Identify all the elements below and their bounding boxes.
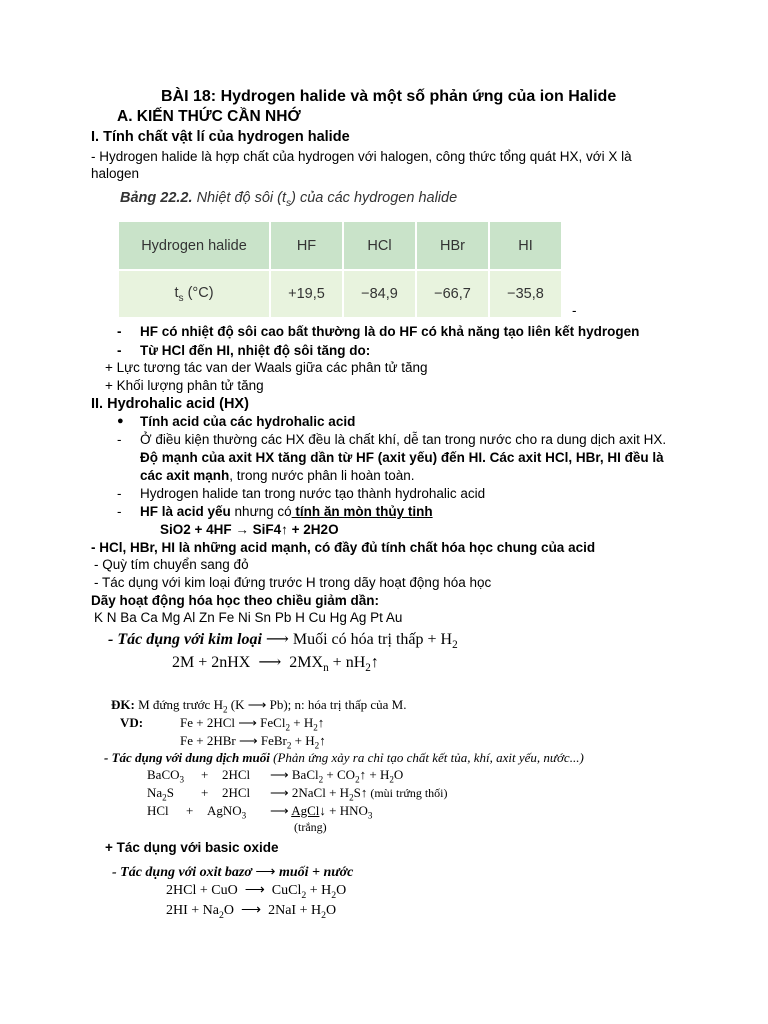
up-arrow-icon: ↑ [319, 733, 326, 748]
condition-rest: Pb); n: hóa trị thấp của M. [266, 697, 407, 712]
plus-sign: + [201, 767, 209, 782]
intro-line-1: - Hydrogen halide là hợp chất của hydrogen với halogen, công thức tổng quát HX, với X là [91, 149, 632, 164]
oxide-eq-2 [166, 902, 336, 921]
arrow-icon: ⟶ [270, 803, 289, 818]
table-caption-text: Nhiệt độ sôi (t [196, 190, 287, 206]
salt-eq-3-rest [270, 803, 372, 821]
salt-eq3-note: (trắng) [294, 820, 327, 834]
salt-eq1-c-sub: 2 [318, 774, 324, 785]
metal-eq-tail-sub: 2 [365, 662, 371, 675]
salt-eq2-a2: S [166, 785, 174, 800]
basic-oxide-heading: + Tác dụng với basic oxide [105, 840, 279, 855]
oxide-reaction-heading [112, 864, 353, 881]
salt-eq2-a-sub: 2 [162, 792, 167, 803]
salt-eq-1-rest [270, 767, 403, 785]
hf-weak-bold: HF là acid yếu [140, 504, 231, 519]
condition-label: ĐK: [111, 697, 135, 712]
salt-eq1-c: BaCl [291, 767, 319, 782]
table-cell: +19,5 [270, 270, 343, 318]
acid-para-line-3 [140, 468, 415, 483]
ex2-tail: + H [291, 733, 315, 748]
acid-para-strong: các axit mạnh [140, 468, 230, 483]
table-cell: −35,8 [489, 270, 562, 318]
salt-eq1-e-sub: 2 [389, 774, 394, 785]
bullet-marker: - [117, 486, 122, 501]
salt-eq1-d: + CO [323, 767, 356, 782]
arrow-icon: ⟶ [258, 654, 282, 671]
salt-eq2-a: Na [147, 785, 163, 800]
oxide-eq1-left: 2HCl + CuO [166, 883, 238, 898]
ex1-left: Fe + 2HCl [180, 715, 236, 730]
condition-text: M đứng trước H [134, 697, 223, 712]
examples-label: VD: [120, 715, 144, 730]
oxide-eq-1 [166, 882, 346, 901]
table-header-cell: HBr [416, 221, 489, 270]
salt-eq3-d: + HNO [325, 803, 368, 818]
salt-note: (Phản ứng xảy ra chỉ tạo chất kết tủa, khí, axit yếu, nước...) [269, 750, 584, 765]
hf-weak-normal: nhưng có [230, 504, 292, 519]
salt-eq3-a: HCl [147, 803, 169, 818]
salt-eq1-d-sub: 2 [355, 774, 360, 785]
row-label-sub: s [178, 292, 184, 304]
salt-eq2-c: 2NaCl + H [291, 785, 350, 800]
oxide-eq1-right: CuCl [271, 883, 302, 898]
table-header-cell: HF [270, 221, 343, 270]
condition-sub: 2 [222, 704, 228, 715]
salt-eq2-b: 2HCl [222, 785, 251, 800]
bullet-dissolve: Hydrogen halide tan trong nước tạo thành hydrohalic acid [140, 486, 486, 501]
intro-line-2: halogen [91, 166, 140, 181]
bullet-hf-boiling: HF có nhiệt độ sôi cao bất thường là do HF có khả năng tạo liên kết hydrogen [140, 324, 640, 339]
table-caption-label: Bảng 22.2. [120, 190, 193, 206]
hf-weak-underline: tính ăn mòn thủy tinh [291, 504, 433, 519]
metal-result: Muối có hóa trị thấp + H [292, 631, 453, 648]
oxide-eq1-end: O [336, 883, 347, 898]
acid-para-rest: , trong nước phân li hoàn toàn. [229, 468, 415, 483]
table-header-cell: HI [489, 221, 562, 270]
bullet-hcl-hi: Từ HCl đến HI, nhiệt độ sôi tăng do: [140, 343, 371, 358]
down-arrow-icon: ↓ [319, 803, 326, 818]
salt-eq1-a-sub: 3 [179, 774, 185, 785]
property-item: - Tác dụng với kim loại đứng trước H trong dãy hoạt động hóa học [94, 575, 492, 590]
section-i-heading: I. Tính chất vật lí của hydrogen halide [91, 129, 350, 145]
salt-eq-3-b [207, 803, 246, 821]
oxide-heading-text: - Tác dụng với oxit bazơ [112, 865, 252, 880]
equation-sio2: SiO2 + 4HF → SiF4↑ + 2H2O [160, 522, 339, 537]
salt-eq3-b-sub: 3 [241, 810, 247, 821]
table-caption [120, 190, 457, 209]
oxide-eq1-right-sub: 2 [301, 889, 307, 901]
example-eq-2 [180, 733, 326, 751]
table-cell: −66,7 [416, 270, 489, 318]
salt-eq1-a: BaCO [147, 767, 180, 782]
section-a-heading: A. KIẾN THỨC CẦN NHỚ [117, 108, 301, 125]
plus-item: + Khối lượng phân tử tăng [105, 378, 264, 393]
table-header-label: Hydrogen halide [118, 221, 270, 270]
row-label-main: t [174, 284, 179, 301]
arrow-icon: ⟶ [244, 883, 265, 898]
oxide-eq2-left: 2HI + Na [166, 903, 219, 918]
arrow-icon: ⟶ [247, 697, 267, 712]
salt-eq-2-a [147, 785, 174, 803]
oxide-eq2-end: O [326, 903, 337, 918]
plus-item: + Lực tương tác van der Waals giữa các phân tử tăng [105, 360, 428, 375]
metal-eq-tail: + nH [328, 654, 366, 671]
trailing-dash: - [572, 303, 577, 318]
oxide-eq2-right-sub: 2 [321, 909, 327, 921]
table-header-cell: HCl [343, 221, 416, 270]
metal-eq-left: 2M + 2nHX [172, 654, 251, 671]
ex2-tail-sub: 2 [314, 740, 320, 751]
arrow-icon: ⟶ [238, 733, 258, 748]
salt-eq-2-rest [270, 785, 448, 803]
salt-eq1-e: ↑ + H [359, 767, 390, 782]
ex2-left: Fe + 2HBr [180, 733, 236, 748]
salt-eq-1-a [147, 767, 184, 785]
metal-equation [172, 652, 379, 674]
acid-para-line-2: Độ mạnh của axit HX tăng dần từ HF (axit yếu) đến HI. Các axit HCl, HBr, HI đều là [140, 450, 664, 465]
oxide-eq2-left-sub: 2 [219, 909, 224, 921]
salt-reaction-heading [104, 750, 584, 766]
salt-eq3-b: AgNO [207, 803, 242, 818]
bullet-hf-weak [140, 504, 433, 519]
salt-heading-text: - Tác dụng với dung dịch muối [104, 750, 270, 765]
up-arrow-icon: ↑ [317, 715, 325, 730]
ex1-tail-sub: 2 [313, 722, 318, 733]
arrow-icon: ⟶ [270, 767, 289, 782]
activity-series: K N Ba Ca Mg Al Zn Fe Ni Sn Pb H Cu Hg Ag Pt Au [94, 610, 403, 625]
table-row-label [118, 270, 270, 318]
arrow-icon: ⟶ [270, 785, 289, 800]
metal-result-sub: 2 [452, 639, 458, 652]
metal-reaction-heading [108, 629, 458, 651]
oxide-result: muối + nước [278, 865, 354, 880]
dot-marker: ● [117, 415, 124, 427]
page-title: BÀI 18: Hydrogen halide và một số phản ứng của ion Halide [161, 88, 617, 105]
ex2-right-sub: 2 [286, 740, 292, 751]
row-label-unit: (°C) [183, 284, 214, 301]
condition-line [111, 697, 406, 715]
acid-property-heading: Tính acid của các hydrohalic acid [140, 414, 356, 429]
salt-eq1-f: O [393, 767, 404, 782]
section-ii-heading: II. Hydrohalic acid (HX) [91, 396, 249, 412]
table-cell: −84,9 [343, 270, 416, 318]
up-arrow-icon: ↑ [370, 654, 379, 671]
metal-eq-right-sub: n [323, 662, 329, 675]
ex2-right: FeBr [260, 733, 287, 748]
oxide-eq2-right: 2NaI + H [268, 903, 322, 918]
salt-eq1-b: 2HCl [222, 767, 251, 782]
boiling-point-table [117, 220, 563, 319]
salt-eq3-c: AgCl [291, 803, 320, 818]
acid-para-line-1: Ở điều kiện thường các HX đều là chất khí, dễ tan trong nước cho ra dung dịch axit HX. [140, 432, 667, 447]
metal-heading-text: - Tác dụng với kim loại [108, 631, 262, 648]
arrow-icon: ⟶ [255, 865, 276, 880]
bullet-marker: - [117, 432, 122, 447]
bullet-marker: - [117, 324, 122, 339]
plus-sign: + [201, 785, 209, 800]
ex1-tail: + H [290, 715, 314, 730]
table-caption-sub: s [286, 197, 292, 209]
arrow-icon: ⟶ [265, 631, 289, 648]
arrow-icon: ⟶ [238, 715, 257, 730]
example-eq-1 [180, 715, 324, 733]
bullet-marker: - [117, 343, 122, 358]
property-item: - Quỳ tím chuyển sang đỏ [94, 557, 249, 572]
oxide-eq2-left-end: O [223, 903, 235, 918]
strong-acids-line: - HCl, HBr, HI là những acid mạnh, có đầy đủ tính chất hóa học chung của acid [91, 540, 596, 555]
salt-eq3-d-sub: 3 [367, 810, 373, 821]
table-row [118, 270, 562, 318]
ex1-right: FeCl [260, 715, 286, 730]
condition-paren: (K [227, 697, 248, 712]
oxide-eq1-tail-sub: 2 [331, 889, 337, 901]
arrow-icon: ⟶ [241, 903, 262, 918]
bullet-marker: - [117, 504, 122, 519]
salt-eq2-c-sub: 2 [349, 792, 354, 803]
oxide-eq1-tail: + H [306, 883, 332, 898]
table-caption-suffix: ) của các hydrogen halide [291, 190, 458, 206]
salt-eq2-note: (mùi trứng thối) [367, 786, 448, 800]
ex1-right-sub: 2 [285, 722, 290, 733]
salt-eq2-d: S↑ [353, 785, 368, 800]
activity-title: Dãy hoạt động hóa học theo chiều giảm dần: [91, 593, 380, 608]
plus-sign: + [186, 803, 194, 818]
table-header-row [118, 221, 562, 270]
metal-eq-right: 2MX [289, 654, 324, 671]
